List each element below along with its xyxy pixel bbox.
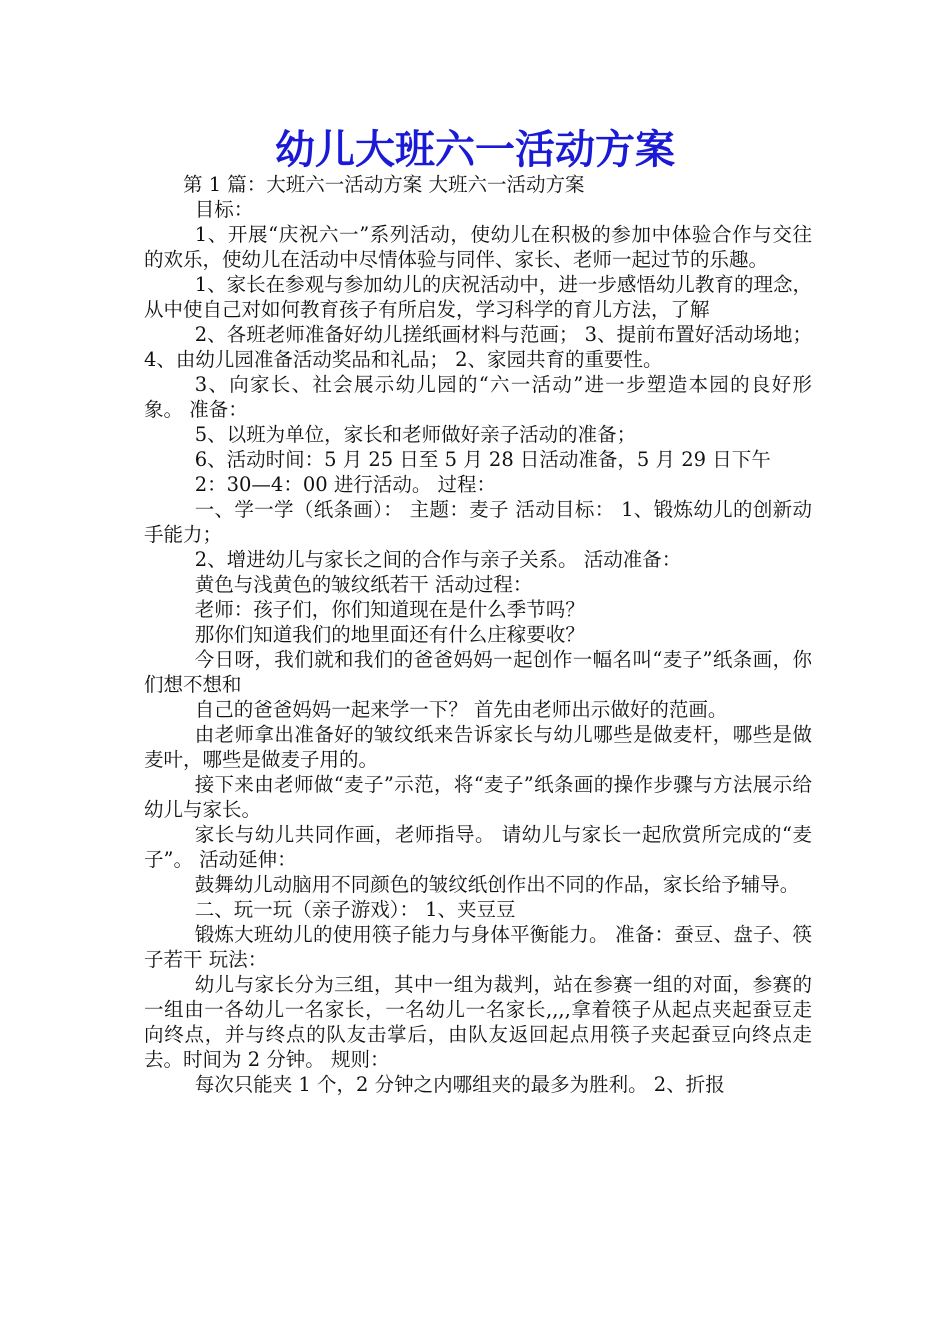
paragraph: 目标： — [194, 198, 254, 221]
paragraph: 3、向家长、社会展示幼儿园的“六一活动”进一步塑造本园的良好形象。 准备： — [144, 373, 812, 421]
paragraph: 二、玩一玩（亲子游戏）： 1、夹豆豆 — [194, 898, 516, 921]
paragraph: 家长与幼儿共同作画，老师指导。 请幼儿与家长一起欣赏所完成的“麦子”。 活动延伸： — [144, 823, 812, 871]
paragraph: 2：30—4：00 进行活动。 过程： — [194, 473, 497, 496]
document-body — [144, 172, 812, 1097]
paragraph: 2、各班老师准备好幼儿搓纸画材料与范画； 3、提前布置好活动场地； 4、由幼儿园准备活动奖品和礼品； 2、家园共育的重要性。 — [144, 323, 812, 371]
paragraph: 今日呀，我们就和我们的爸爸妈妈一起创作一幅名叫“麦子”纸条画，你们想不想和 — [144, 648, 812, 696]
paragraph: 每次只能夹 1 个，2 分钟之内哪组夹的最多为胜利。 2、折报 — [194, 1073, 725, 1096]
paragraph: 第 1 篇：大班六一活动方案 大班六一活动方案 — [183, 173, 585, 196]
paragraph: 一、学一学（纸条画）： 主题：麦子 活动目标： 1、锻炼幼儿的创新动手能力； — [144, 498, 812, 546]
paragraph: 锻炼大班幼儿的使用筷子能力与身体平衡能力。 准备：蚕豆、盘子、筷子若干 玩法： — [144, 923, 812, 971]
paragraph: 6、活动时间：5 月 25 日至 5 月 28 日活动准备，5 月 29 日下午 — [194, 448, 771, 471]
paragraph: 2、增进幼儿与家长之间的合作与亲子关系。 活动准备： — [194, 548, 682, 571]
paragraph: 幼儿与家长分为三组，其中一组为裁判，站在参赛一组的对面，参赛的一组由一各幼儿一名家长，一名幼儿一名家长,,,,拿着筷子从起点夹起蚕豆走向终点，并与终点的队友击掌后，由队友返回起点用筷子夹起蚕豆向终点走去。时间为 2 分钟。 规则： — [144, 973, 812, 1071]
paragraph: 1、家长在参观与参加幼儿的庆祝活动中，进一步感悟幼儿教育的理念，从中使自己对如何教育孩子有所启发，学习科学的育儿方法，了解 — [144, 273, 812, 321]
paragraph: 老师：孩子们，你们知道现在是什么季节吗？ — [194, 598, 585, 621]
paragraph: 鼓舞幼儿动脑用不同颜色的皱纹纸创作出不同的作品，家长给予辅导。 — [194, 873, 800, 896]
document-title: 幼儿大班六一活动方案 — [275, 127, 675, 173]
paragraph: 5、以班为单位，家长和老师做好亲子活动的准备； — [194, 423, 637, 446]
paragraph: 黄色与浅黄色的皱纹纸若干 活动过程： — [194, 573, 533, 596]
paragraph: 1、开展“庆祝六一”系列活动，使幼儿在积极的参加中体验合作与交往的欢乐，使幼儿在活动中尽情体验与同伴、家长、老师一起过节的乐趣。 — [144, 223, 812, 271]
paragraph: 自己的爸爸妈妈一起来学一下？ 首先由老师出示做好的范画。 — [194, 698, 728, 721]
paragraph: 接下来由老师做“麦子”示范，将“麦子”纸条画的操作步骤与方法展示给幼儿与家长。 — [144, 773, 812, 821]
paragraph: 由老师拿出准备好的皱纹纸来告诉家长与幼儿哪些是做麦杆，哪些是做麦叶，哪些是做麦子用的。 — [144, 723, 812, 771]
paragraph: 那你们知道我们的地里面还有什么庄稼要收？ — [194, 623, 585, 646]
